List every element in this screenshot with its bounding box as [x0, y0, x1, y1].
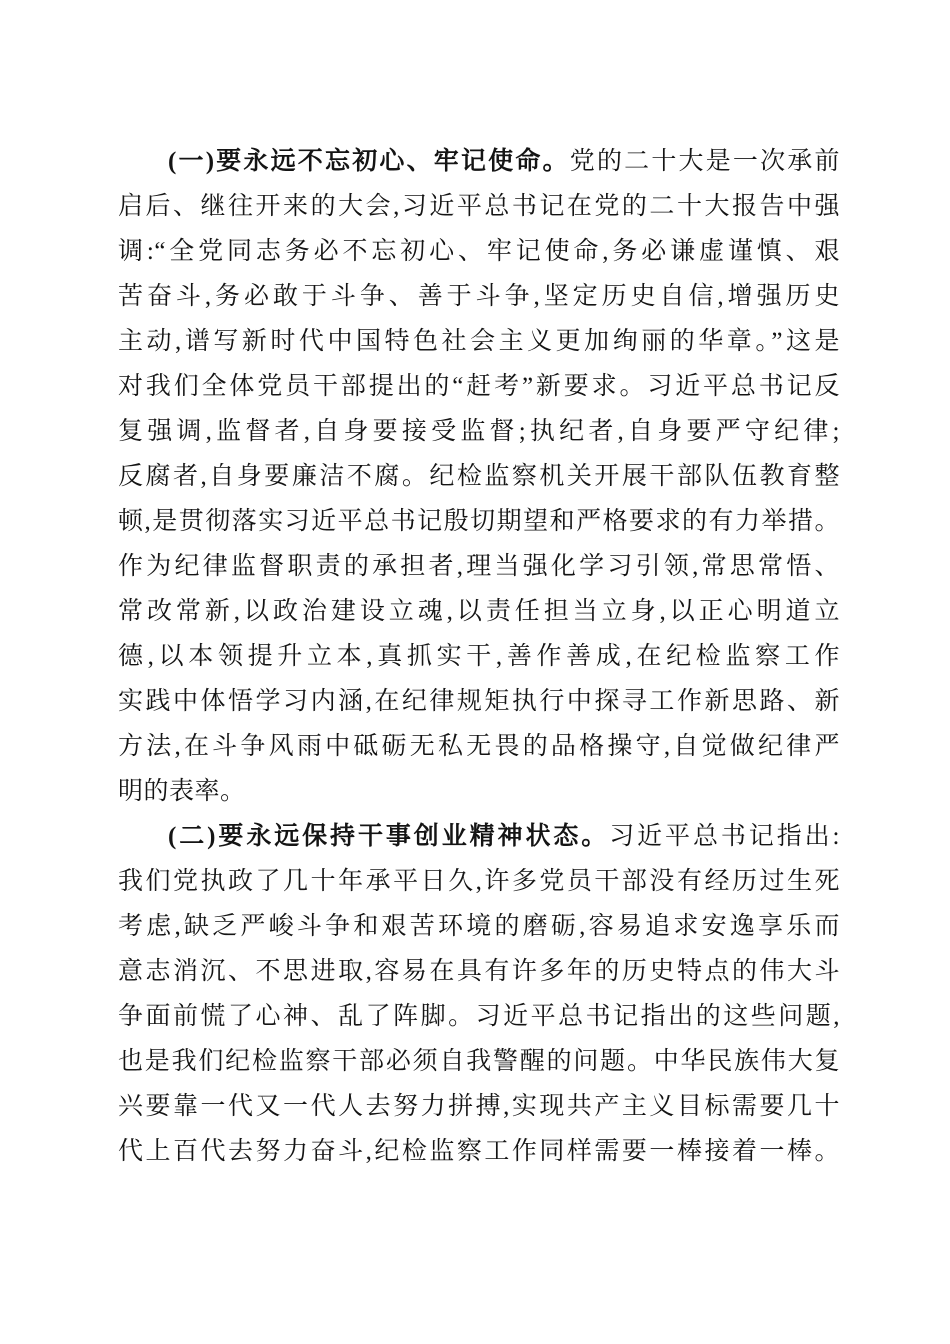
- paragraph-1-heading: (一)要永远不忘初心、牢记使命。: [168, 148, 570, 175]
- text-line: 德,以本领提升立本,真抓实干,善作善成,在纪检监察工作: [118, 643, 840, 670]
- text-line: 考虑,缺乏严峻斗争和艰苦环境的磨砺,容易追求安逸享乐而: [118, 913, 840, 940]
- text-line: 意志消沉、不思进取,容易在具有许多年的历史特点的伟大斗: [118, 958, 840, 985]
- paragraph-1-last-line: 明的表率。: [118, 778, 246, 805]
- paragraph-1-first-line: [118, 139, 840, 184]
- text-line: 争面前慌了心神、乱了阵脚。习近平总书记指出的这些问题,: [118, 1003, 840, 1030]
- text-line: 常改常新,以政治建设立魂,以责任担当立身,以正心明道立: [118, 598, 840, 625]
- text-line: 对我们全体党员干部提出的“赶考”新要求。习近平总书记反: [118, 373, 840, 400]
- text-line: 调:“全党同志务必不忘初心、牢记使命,务必谦虚谨慎、艰: [118, 238, 840, 265]
- text-line: 作为纪律监督职责的承担者,理当强化学习引领,常思常悟、: [118, 553, 840, 580]
- text-line: 也是我们纪检监察干部必须自我警醒的问题。中华民族伟大复: [118, 1048, 840, 1075]
- paragraph-2-last-line: 代上百代去努力奋斗,纪检监察工作同样需要一棒接着一棒。: [118, 1138, 840, 1165]
- text-line: 实践中体悟学习内涵,在纪律规矩执行中探寻工作新思路、新: [118, 688, 840, 715]
- text-line: 主动,谱写新时代中国特色社会主义更加绚丽的华章。”这是: [118, 328, 840, 355]
- paragraph-2-heading: (二)要永远保持干事创业精神状态。: [168, 823, 610, 850]
- document-text: [118, 139, 840, 1174]
- text-line: 苦奋斗,务必敢于斗争、善于斗争,坚定历史自信,增强历史: [118, 283, 840, 310]
- paragraph-2-first-line: [118, 814, 840, 859]
- text-line: 我们党执政了几十年承平日久,许多党员干部没有经历过生死: [118, 868, 840, 895]
- text-line: 复强调,监督者,自身要接受监督;执纪者,自身要严守纪律;: [118, 418, 840, 445]
- text-line: 启后、继往开来的大会,习近平总书记在党的二十大报告中强: [118, 193, 840, 220]
- text-line: 兴要靠一代又一代人去努力拼搏,实现共产主义目标需要几十: [118, 1093, 840, 1120]
- text-line: 方法,在斗争风雨中砥砺无私无畏的品格操守,自觉做纪律严: [118, 733, 840, 760]
- text-line: 反腐者,自身要廉洁不腐。纪检监察机关开展干部队伍教育整: [118, 463, 840, 490]
- paragraph-1-first-line-text: 党的二十大是一次承前: [569, 148, 840, 175]
- paragraph-2-first-line-text: 习近平总书记指出:: [609, 823, 840, 850]
- text-line: 顿,是贯彻落实习近平总书记殷切期望和严格要求的有力举措。: [118, 508, 840, 535]
